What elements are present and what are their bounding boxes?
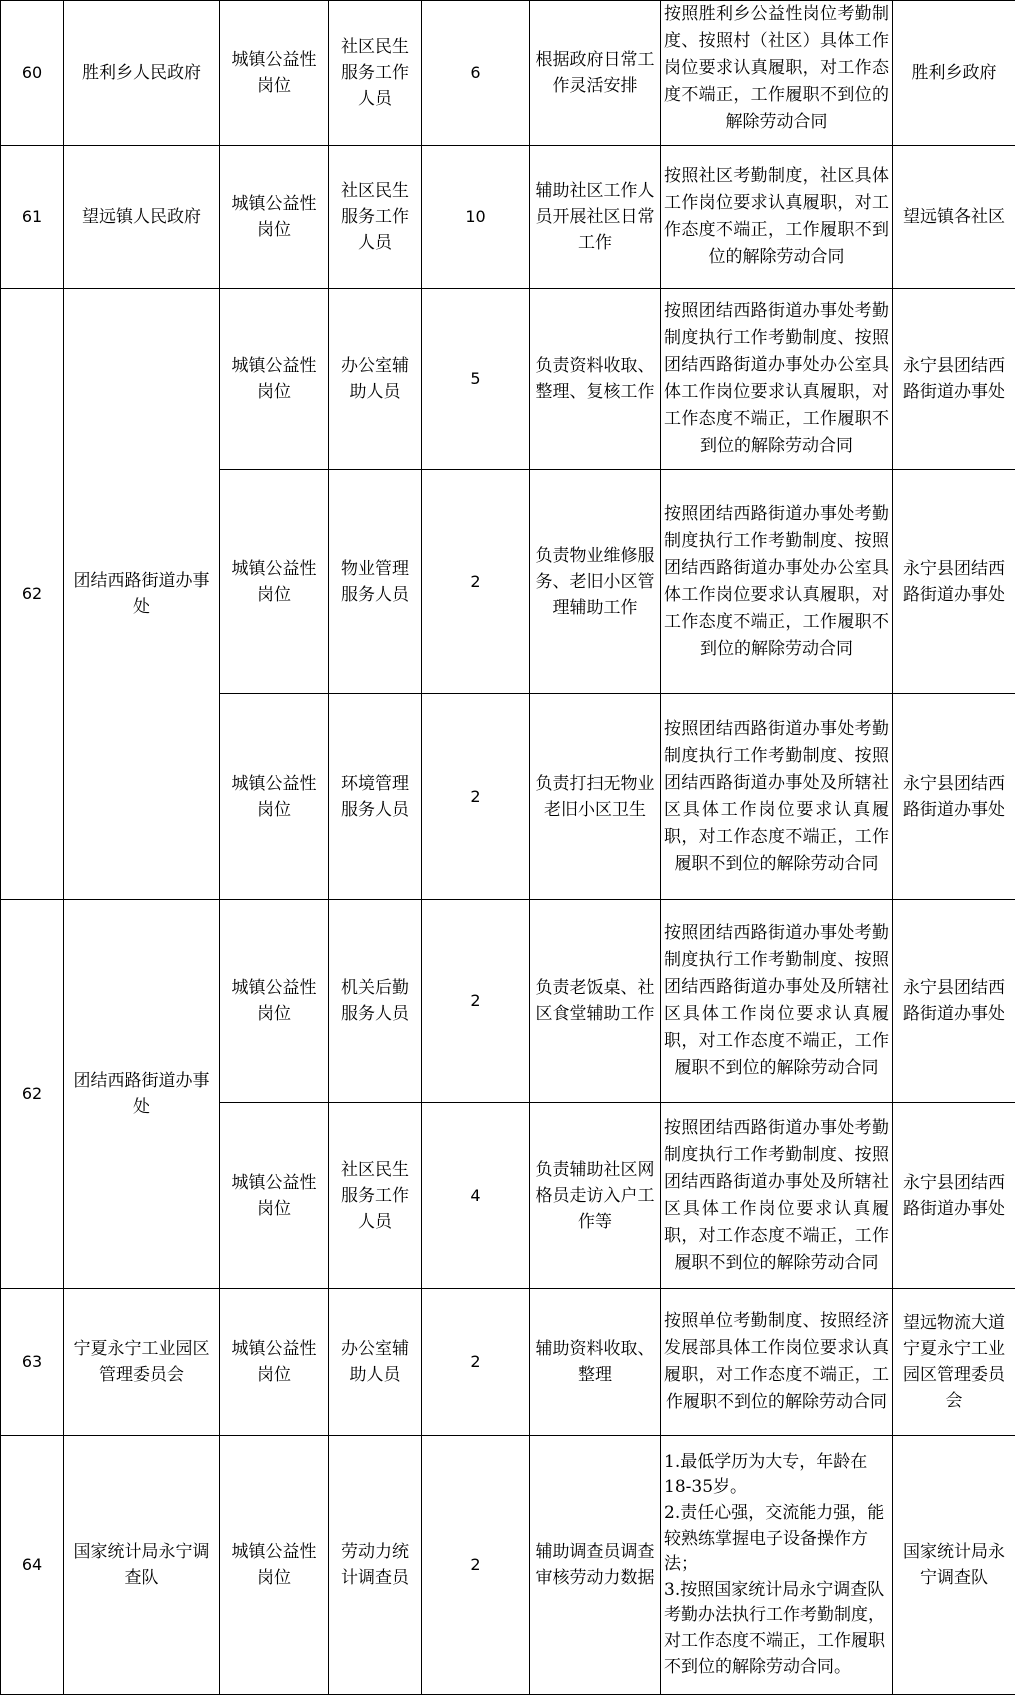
job-requirement-text: 按照胜利乡公益性岗位考勤制度、按照村（社区）具体工作岗位要求认真履职，对工作态度不端正，工作履职不到位的解除劳动合同 bbox=[664, 1, 889, 144]
work-location: 永宁县团结西路街道办事处 bbox=[893, 694, 1015, 900]
post-name: 物业管理服务人员 bbox=[329, 470, 422, 694]
job-duty: 负责辅助社区网格员走访入户工作等 bbox=[530, 1103, 661, 1289]
post-name: 社区民生服务工作人员 bbox=[329, 1103, 422, 1289]
row-number: 61 bbox=[1, 146, 64, 289]
job-requirement: 按照单位考勤制度、按照经济发展部具体工作岗位要求认真履职，对工作态度不端正，工作履职不到位的解除劳动合同 bbox=[661, 1289, 893, 1436]
job-requirement: 按照团结西路街道办事处考勤制度执行工作考勤制度、按照团结西路街道办事处及所辖社区具体工作岗位要求认真履职，对工作态度不端正，工作履职不到位的解除劳动合同 bbox=[661, 900, 893, 1103]
post-type: 城镇公益性岗位 bbox=[220, 900, 329, 1103]
post-type: 城镇公益性岗位 bbox=[220, 146, 329, 289]
row-number: 62 bbox=[1, 289, 64, 900]
row-number: 62 bbox=[1, 900, 64, 1289]
headcount: 5 bbox=[422, 289, 530, 470]
job-requirement: 按照社区考勤制度，社区具体工作岗位要求认真履职，对工作态度不端正，工作履职不到位的解除劳动合同 bbox=[661, 146, 893, 289]
unit-name: 宁夏永宁工业园区管理委员会 bbox=[64, 1289, 220, 1436]
table-row bbox=[1, 900, 1015, 1103]
post-name: 环境管理服务人员 bbox=[329, 694, 422, 900]
headcount: 4 bbox=[422, 1103, 530, 1289]
post-name: 办公室辅助人员 bbox=[329, 289, 422, 470]
unit-name: 团结西路街道办事处 bbox=[64, 289, 220, 900]
headcount: 2 bbox=[422, 1289, 530, 1436]
post-name: 劳动力统计调查员 bbox=[329, 1436, 422, 1695]
work-location: 永宁县团结西路街道办事处 bbox=[893, 900, 1015, 1103]
post-name: 社区民生服务工作人员 bbox=[329, 146, 422, 289]
work-location: 永宁县团结西路街道办事处 bbox=[893, 289, 1015, 470]
job-requirement: 按照团结西路街道办事处考勤制度执行工作考勤制度、按照团结西路街道办事处办公室具体工作岗位要求认真履职，对工作态度不端正，工作履职不到位的解除劳动合同 bbox=[661, 289, 893, 470]
post-name: 机关后勤服务人员 bbox=[329, 900, 422, 1103]
row-number: 63 bbox=[1, 1289, 64, 1436]
post-type: 城镇公益性岗位 bbox=[220, 1436, 329, 1695]
job-duty: 负责资料收取、整理、复核工作 bbox=[530, 289, 661, 470]
job-requirement bbox=[661, 1, 893, 146]
work-location: 胜利乡政府 bbox=[893, 1, 1015, 146]
headcount: 2 bbox=[422, 900, 530, 1103]
unit-name: 团结西路街道办事处 bbox=[64, 900, 220, 1289]
job-requirement: 按照团结西路街道办事处考勤制度执行工作考勤制度、按照团结西路街道办事处及所辖社区具体工作岗位要求认真履职，对工作态度不端正，工作履职不到位的解除劳动合同 bbox=[661, 694, 893, 900]
job-requirement bbox=[661, 1436, 893, 1695]
work-location: 望远物流大道宁夏永宁工业园区管理委员会 bbox=[893, 1289, 1015, 1436]
work-location: 国家统计局永宁调查队 bbox=[893, 1436, 1015, 1695]
job-duty: 辅助资料收取、整理 bbox=[530, 1289, 661, 1436]
headcount: 2 bbox=[422, 694, 530, 900]
job-requirement: 按照团结西路街道办事处考勤制度执行工作考勤制度、按照团结西路街道办事处及所辖社区具体工作岗位要求认真履职，对工作态度不端正，工作履职不到位的解除劳动合同 bbox=[661, 1103, 893, 1289]
headcount: 6 bbox=[422, 1, 530, 146]
job-duty: 辅助社区工作人员开展社区日常工作 bbox=[530, 146, 661, 289]
unit-name: 胜利乡人民政府 bbox=[64, 1, 220, 146]
requirement-item-1: 1.最低学历为大专，年龄在18-35岁。 bbox=[664, 1450, 889, 1501]
headcount: 2 bbox=[422, 470, 530, 694]
requirement-item-3: 3.按照国家统计局永宁调查队考勤办法执行工作考勤制度，对工作态度不端正，工作履职不到位的解除劳动合同。 bbox=[664, 1578, 889, 1680]
work-location: 永宁县团结西路街道办事处 bbox=[893, 470, 1015, 694]
table-row bbox=[1, 146, 1015, 289]
headcount: 2 bbox=[422, 1436, 530, 1695]
post-type: 城镇公益性岗位 bbox=[220, 1, 329, 146]
job-duty: 负责老饭桌、社区食堂辅助工作 bbox=[530, 900, 661, 1103]
table-row bbox=[1, 1289, 1015, 1436]
table-row bbox=[1, 289, 1015, 470]
post-name: 社区民生服务工作人员 bbox=[329, 1, 422, 146]
job-duty: 辅助调查员调查审核劳动力数据 bbox=[530, 1436, 661, 1695]
table-row bbox=[1, 1, 1015, 146]
post-type: 城镇公益性岗位 bbox=[220, 1103, 329, 1289]
table-row bbox=[1, 1436, 1015, 1695]
post-type: 城镇公益性岗位 bbox=[220, 470, 329, 694]
work-location: 望远镇各社区 bbox=[893, 146, 1015, 289]
work-location: 永宁县团结西路街道办事处 bbox=[893, 1103, 1015, 1289]
requirement-item-2: 2.责任心强，交流能力强，能较熟练掌握电子设备操作方法； bbox=[664, 1501, 889, 1578]
post-name: 办公室辅助人员 bbox=[329, 1289, 422, 1436]
post-type: 城镇公益性岗位 bbox=[220, 1289, 329, 1436]
headcount: 10 bbox=[422, 146, 530, 289]
unit-name: 国家统计局永宁调查队 bbox=[64, 1436, 220, 1695]
unit-name: 望远镇人民政府 bbox=[64, 146, 220, 289]
job-requirement: 按照团结西路街道办事处考勤制度执行工作考勤制度、按照团结西路街道办事处办公室具体工作岗位要求认真履职，对工作态度不端正，工作履职不到位的解除劳动合同 bbox=[661, 470, 893, 694]
row-number: 60 bbox=[1, 1, 64, 146]
job-duty: 根据政府日常工作灵活安排 bbox=[530, 1, 661, 146]
row-number: 64 bbox=[1, 1436, 64, 1695]
job-duty: 负责打扫无物业老旧小区卫生 bbox=[530, 694, 661, 900]
post-type: 城镇公益性岗位 bbox=[220, 694, 329, 900]
job-duty: 负责物业维修服务、老旧小区管理辅助工作 bbox=[530, 470, 661, 694]
post-type: 城镇公益性岗位 bbox=[220, 289, 329, 470]
